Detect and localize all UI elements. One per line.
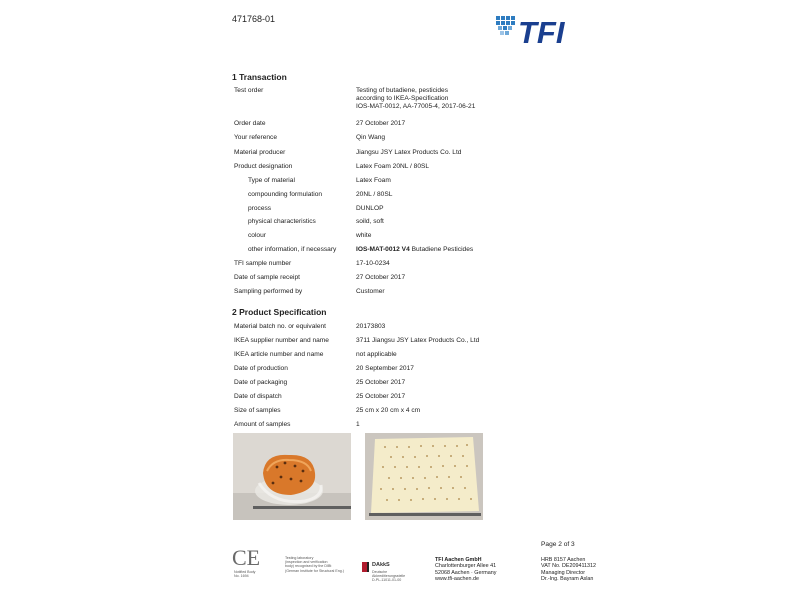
section-transaction-title: 1 Transaction <box>232 72 287 82</box>
row-label: IKEA supplier number and name <box>234 337 329 344</box>
logo-text: TFI <box>518 15 565 48</box>
table-row <box>234 379 574 391</box>
tfi-logo <box>494 12 578 48</box>
row-value: Customer <box>356 288 385 295</box>
row-value: Jiangsu JSY Latex Products Co. Ltd <box>356 149 462 156</box>
row-value: 25 cm x 20 cm x 4 cm <box>356 407 421 414</box>
row-label: Order date <box>234 120 266 127</box>
row-value: soild, soft <box>356 218 384 225</box>
table-row <box>234 232 574 244</box>
table-row <box>234 177 574 189</box>
table-row <box>234 218 574 230</box>
row-value: 17-10-0234 <box>356 260 390 267</box>
row-label: Amount of samples <box>234 421 291 428</box>
row-label: Material producer <box>234 149 286 156</box>
row-label: other information, if necessary <box>248 246 337 253</box>
table-row <box>234 163 574 175</box>
table-row <box>234 103 574 115</box>
row-value: 20 September 2017 <box>356 365 414 372</box>
row-value: Testing of butadiene, pesticides <box>356 87 449 94</box>
company-name: TFI Aachen GmbH <box>435 557 482 563</box>
row-value: 20173803 <box>356 323 386 330</box>
table-row <box>234 260 574 272</box>
row-label: Date of production <box>234 365 288 372</box>
row-label: colour <box>248 232 266 239</box>
row-value: white <box>356 232 372 239</box>
logo-dot-grid <box>496 16 515 35</box>
row-label: Date of packaging <box>234 379 288 386</box>
sample-photo-foam-sheet <box>365 433 483 520</box>
row-value: DUNLOP <box>356 205 384 212</box>
table-row <box>234 288 574 300</box>
table-row <box>234 246 574 258</box>
row-value: 20NL / 80SL <box>356 191 393 198</box>
dakks-text: DAkkS <box>372 562 390 568</box>
table-row <box>234 393 574 405</box>
table-row <box>234 205 574 217</box>
table-row <box>234 274 574 286</box>
company-registry: HRB 8157 Aachen VAT No. DE209411312 Managing Director Dr.-Ing. Bayram Aslan <box>541 557 597 583</box>
table-row <box>234 323 574 335</box>
spec-text: Butadiene Pesticides <box>409 246 474 253</box>
document-number: 471768-01 <box>232 14 276 24</box>
row-value: Qin Wang <box>356 134 386 141</box>
company-website[interactable]: www.tfi-aachen.de <box>435 576 480 583</box>
sample-photo-packaged <box>233 433 351 520</box>
testing-lab-note: Testing laboratory (inspection and verification body) recognised by the DIBt (German Institute for Structural Eng.) <box>285 556 344 573</box>
row-label: Material batch no. or equivalent <box>234 323 327 330</box>
row-label: TFI sample number <box>234 260 292 267</box>
row-label: compounding formulation <box>248 191 323 198</box>
table-row <box>234 149 574 161</box>
row-value: 27 October 2017 <box>356 120 406 127</box>
table-row <box>234 120 574 132</box>
row-label: physical characteristics <box>248 218 316 225</box>
row-value: not applicable <box>356 351 397 358</box>
table-row <box>234 407 574 419</box>
dakks-accreditation: Deutsche Akkreditierungsstelle D-PL-11011-01-00 <box>372 570 406 583</box>
row-label: Date of dispatch <box>234 393 282 400</box>
table-row <box>234 337 574 349</box>
row-value: Latex Foam 20NL / 80SL <box>356 163 430 170</box>
row-label: Size of samples <box>234 407 281 414</box>
page-number: Page 2 of 3 <box>541 541 575 548</box>
table-row <box>234 365 574 377</box>
table-row <box>234 421 574 433</box>
table-row <box>234 191 574 203</box>
row-value: IOS-MAT-0012, AA-77005-4, 2017-06-21 <box>356 103 476 110</box>
row-value: 25 October 2017 <box>356 393 406 400</box>
spec-code: IOS-MAT-0012 V4 <box>356 246 410 253</box>
row-label: Sampling performed by <box>234 288 303 295</box>
row-label: Type of material <box>248 177 295 184</box>
row-value: 27 October 2017 <box>356 274 406 281</box>
row-label: Date of sample receipt <box>234 274 300 281</box>
row-value: 1 <box>356 421 360 428</box>
row-label: process <box>248 205 272 212</box>
ce-notified-body: Notified Body No. 1694 <box>234 570 256 579</box>
row-value: 3711 Jiangsu JSY Latex Products Co., Ltd <box>356 337 480 344</box>
row-value: 25 October 2017 <box>356 379 406 386</box>
row-label: Your reference <box>234 134 278 141</box>
row-value <box>356 246 473 253</box>
row-label: Product designation <box>234 163 293 170</box>
table-row <box>234 351 574 363</box>
row-label: IKEA article number and name <box>234 351 324 358</box>
row-value: Latex Foam <box>356 177 391 184</box>
row-label: Test order <box>234 87 264 94</box>
row-value: according to IKEA-Specification <box>356 95 449 102</box>
section-product-spec-title: 2 Product Specification <box>232 307 327 317</box>
table-row <box>234 134 574 146</box>
ce-mark: CE <box>232 545 261 570</box>
company-address: TFI Aachen GmbH Charlottenburger Allee 41 52068 Aachen · Germany www.tfi-aachen.de <box>435 557 497 583</box>
